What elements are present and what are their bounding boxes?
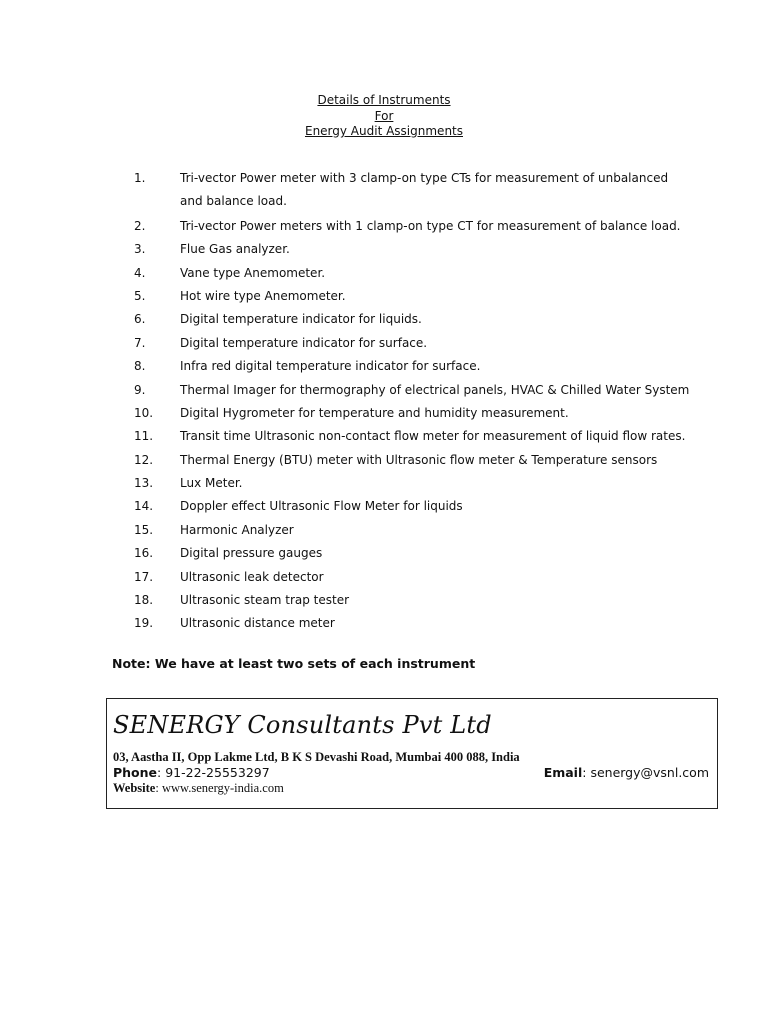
- email-value: : senergy@vsnl.com: [582, 765, 709, 780]
- list-item: [0, 474, 768, 497]
- list-item: [0, 240, 768, 263]
- document-title: [0, 93, 768, 140]
- list-item: [0, 381, 768, 404]
- website-label: Website: [113, 781, 156, 795]
- list-item: [0, 264, 768, 287]
- item-number: 15.: [134, 522, 154, 537]
- item-number: 7.: [134, 335, 146, 350]
- item-text: Doppler effect Ultrasonic Flow Meter for liquids: [180, 499, 463, 514]
- item-text: Digital temperature indicator for liquids.: [180, 312, 422, 327]
- email-label: Email: [543, 765, 583, 780]
- list-item: [0, 451, 768, 474]
- item-number: 6.: [134, 312, 146, 327]
- item-text: Lux Meter.: [180, 476, 243, 491]
- list-item: [0, 404, 768, 427]
- list-item: [0, 217, 768, 240]
- list-item: [0, 310, 768, 333]
- item-number: 3.: [134, 242, 146, 257]
- item-number: 12.: [134, 452, 154, 467]
- title-line-3: Energy Audit Assignments: [304, 124, 463, 138]
- phone-label: Phone: [113, 765, 158, 780]
- item-number: 4.: [134, 265, 146, 280]
- item-number: 10.: [134, 405, 154, 420]
- item-number: 16.: [134, 546, 154, 561]
- list-item: [0, 287, 768, 310]
- title-line-1: Details of Instruments: [317, 93, 451, 107]
- list-item: [0, 568, 768, 591]
- item-text: Vane type Anemometer.: [180, 265, 326, 280]
- item-text: Thermal Energy (BTU) meter with Ultrasonic flow meter & Temperature sensors: [180, 452, 658, 467]
- phone-value: : 91-22-25553297: [157, 765, 270, 780]
- item-text: Digital Hygrometer for temperature and humidity measurement.: [180, 405, 569, 420]
- item-number: 19.: [134, 616, 154, 631]
- item-text: Infra red digital temperature indicator for surface.: [180, 359, 481, 374]
- website-value: : www.senergy-india.com: [155, 781, 284, 795]
- title-line-2: For: [374, 108, 394, 123]
- item-text: Transit time Ultrasonic non-contact flow meter for measurement of liquid flow rates.: [180, 429, 686, 444]
- list-item: [0, 357, 768, 380]
- list-item: [0, 170, 768, 217]
- item-number: 17.: [134, 569, 154, 584]
- item-number: 2.: [134, 218, 146, 233]
- item-number: 5.: [134, 288, 146, 303]
- item-number: 13.: [134, 476, 154, 491]
- item-text: Digital pressure gauges: [180, 546, 323, 561]
- item-number: 8.: [134, 359, 146, 374]
- item-text: Hot wire type Anemometer.: [180, 288, 346, 303]
- item-text: Thermal Imager for thermography of electrical panels, HVAC & Chilled Water System: [180, 382, 690, 397]
- list-item: [0, 334, 768, 357]
- item-number: 11.: [134, 429, 154, 444]
- item-number: 18.: [134, 593, 154, 608]
- email: [544, 765, 709, 780]
- website: [113, 781, 284, 796]
- item-text: Digital temperature indicator for surface.: [180, 335, 428, 350]
- list-item: [0, 497, 768, 520]
- item-number: 14.: [134, 499, 154, 514]
- item-text: Tri-vector Power meters with 1 clamp-on type CT for measurement of balance load.: [180, 218, 681, 233]
- note-text: Note: We have at least two sets of each instrument: [112, 656, 476, 671]
- company-name: SENERGY Consultants Pvt Ltd: [113, 711, 492, 739]
- item-text: Ultrasonic steam trap tester: [180, 593, 350, 608]
- item-text: Ultrasonic leak detector: [180, 569, 324, 584]
- list-item: [0, 614, 768, 637]
- list-item: [0, 427, 768, 450]
- company-address: 03, Aastha II, Opp Lakme Ltd, B K S Devashi Road, Mumbai 400 088, India: [113, 750, 520, 764]
- item-text: Tri-vector Power meter with 3 clamp-on type CTs for measurement of unbalanced and balance load.: [180, 171, 669, 209]
- item-text: Harmonic Analyzer: [180, 522, 294, 537]
- company-info-box: [106, 698, 718, 809]
- instrument-list: [0, 170, 768, 638]
- item-text: Ultrasonic distance meter: [180, 616, 335, 631]
- item-number: 1.: [134, 171, 146, 185]
- list-item: [0, 591, 768, 614]
- phone: [113, 765, 270, 780]
- list-item: [0, 544, 768, 567]
- item-text: Flue Gas analyzer.: [180, 242, 290, 257]
- list-item: [0, 521, 768, 544]
- item-number: 9.: [134, 382, 146, 397]
